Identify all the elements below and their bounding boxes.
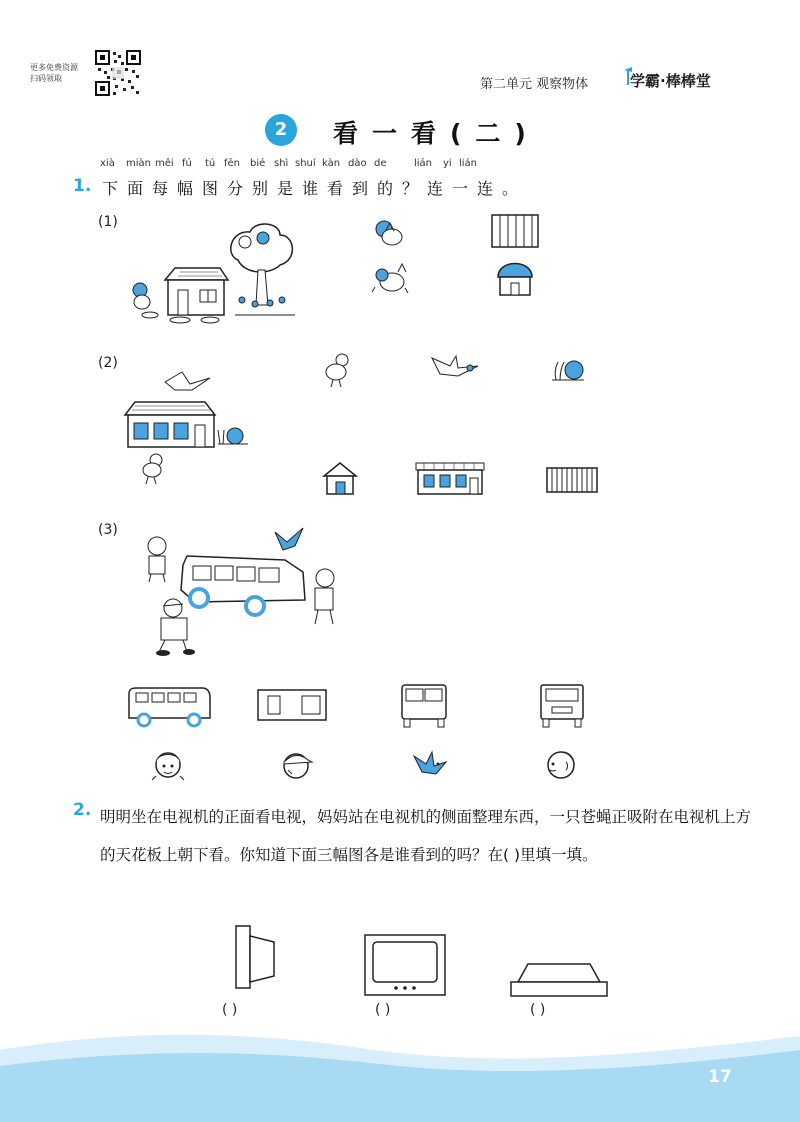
lesson-number-badge: 2 <box>265 114 297 146</box>
fence-view-option[interactable] <box>490 213 540 249</box>
page-number: 17 <box>708 1067 732 1087</box>
pinyin-syllable: shì <box>274 158 289 169</box>
chick-view-option[interactable] <box>320 352 354 388</box>
boy-with-cap-observer-icon[interactable] <box>278 748 314 782</box>
pinyin-syllable: měi <box>155 158 174 169</box>
question-2-number: 2. <box>73 800 92 820</box>
house-front-view-option[interactable] <box>494 255 536 297</box>
pinyin-syllable: bié <box>250 158 266 169</box>
small-house-view-option[interactable] <box>322 460 358 496</box>
question-2-text: 明明坐在电视机的正面看电视，妈妈站在电视机的侧面整理东西，一只苍蝇正吸附在电视机上方的天花板上朝下看。你知道下面三幅图各是谁看到的吗？在( )里填一填。 <box>100 808 752 864</box>
brand-logo: 学霸·棒棒堂 <box>630 72 711 90</box>
unit-title: 第二单元 观察物体 <box>480 77 589 92</box>
question-1-text: 下面每幅图分别是谁看到的？连一连。 <box>102 179 528 198</box>
answer-blank-3[interactable]: ( ) <box>530 1002 546 1018</box>
girl-observer-icon[interactable] <box>150 748 186 784</box>
answer-blank-1[interactable]: ( ) <box>222 1002 238 1018</box>
bus-side-view-option[interactable] <box>126 686 212 728</box>
bus-front-view-option[interactable] <box>538 683 586 729</box>
answer-blank-2[interactable]: ( ) <box>375 1002 391 1018</box>
building-front-view-option[interactable] <box>414 460 486 496</box>
qr-caption <box>30 62 90 84</box>
school-animals-scene-illustration <box>120 360 260 490</box>
qr-code-icon[interactable] <box>95 50 141 96</box>
pinyin-syllable: kàn <box>322 158 341 169</box>
cat-side-view-option[interactable] <box>370 262 410 296</box>
snail-view-option[interactable] <box>548 356 588 386</box>
pinyin-syllable: yi <box>443 158 452 169</box>
pinyin-syllable: fú <box>182 158 192 169</box>
footer-wave-decoration <box>0 1020 800 1122</box>
pinyin-syllable: miàn <box>126 158 151 169</box>
boy-observer-icon[interactable] <box>542 746 578 784</box>
qr-caption-line2: 扫码领取 <box>30 74 62 83</box>
tv-top-view-figure <box>508 960 610 1000</box>
bus-back-view-option[interactable] <box>398 683 450 729</box>
lesson-title: 看一看(二) <box>333 119 540 148</box>
tv-front-view-figure <box>362 932 448 998</box>
roof-top-view-option[interactable] <box>545 466 599 494</box>
pinyin-syllable: de <box>374 158 387 169</box>
pinyin-syllable: fēn <box>224 158 241 169</box>
bus-top-view-option[interactable] <box>256 688 328 722</box>
pinyin-syllable: shuí <box>295 158 316 169</box>
bird-observer-icon[interactable] <box>410 748 450 780</box>
pinyin-line <box>100 158 500 172</box>
pinyin-syllable: lián <box>414 158 433 169</box>
part-1-label: (1) <box>98 214 118 230</box>
bird-view-option[interactable] <box>428 352 482 382</box>
cat-head-view-option[interactable] <box>370 215 406 249</box>
qr-caption-line1: 更多免费资源 <box>30 63 78 72</box>
pinyin-syllable: xià <box>100 158 115 169</box>
part-3-label: (3) <box>98 522 118 538</box>
pinyin-syllable: lián <box>459 158 478 169</box>
pinyin-syllable: dào <box>348 158 367 169</box>
bus-children-scene-illustration <box>135 520 350 660</box>
house-tree-scene-illustration <box>120 220 300 325</box>
question-1-number: 1. <box>73 176 92 196</box>
pinyin-syllable: tú <box>205 158 216 169</box>
tv-side-view-figure <box>232 922 284 992</box>
part-2-label: (2) <box>98 355 118 371</box>
